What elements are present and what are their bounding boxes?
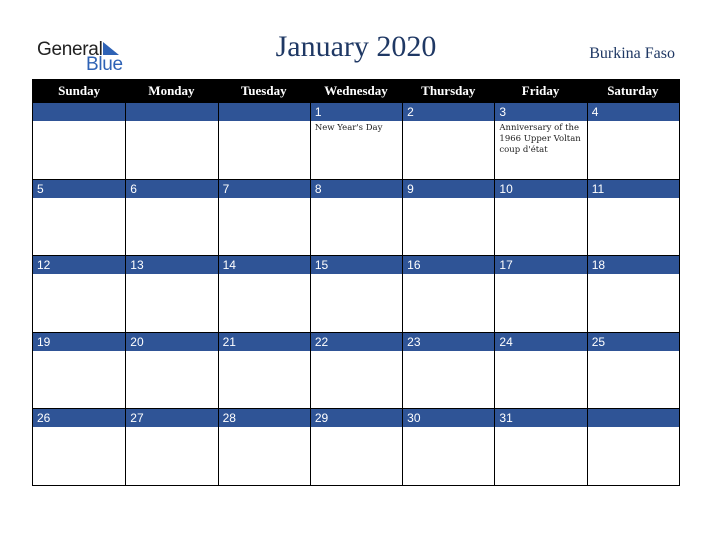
day-number: 12	[33, 256, 125, 274]
day-number: 10	[495, 180, 586, 198]
day-cell[interactable]	[310, 255, 402, 332]
day-cell[interactable]	[310, 332, 402, 409]
day-number: 1	[311, 103, 402, 121]
day-cell[interactable]	[218, 255, 310, 332]
day-number: 13	[126, 256, 217, 274]
day-number: 17	[495, 256, 586, 274]
day-cell[interactable]	[494, 102, 586, 179]
day-number: 27	[126, 409, 217, 427]
day-cell[interactable]	[310, 408, 402, 485]
day-cell[interactable]	[33, 179, 125, 256]
day-of-week-header: Thursday	[402, 80, 494, 102]
day-number: 8	[311, 180, 402, 198]
day-number: 25	[588, 333, 679, 351]
day-cell[interactable]	[587, 179, 679, 256]
day-cell[interactable]	[125, 332, 217, 409]
day-number	[588, 409, 679, 427]
day-number: 29	[311, 409, 402, 427]
day-cell[interactable]	[125, 255, 217, 332]
day-number	[219, 103, 310, 121]
day-cell[interactable]	[494, 179, 586, 256]
day-number: 20	[126, 333, 217, 351]
holiday-event: Anniversary of the 1966 Upper Voltan coup d'état	[499, 123, 581, 155]
day-number: 22	[311, 333, 402, 351]
day-number: 30	[403, 409, 494, 427]
day-cell[interactable]	[587, 332, 679, 409]
day-number	[33, 103, 125, 121]
day-of-week-header: Saturday	[587, 80, 679, 102]
day-cell[interactable]	[33, 332, 125, 409]
day-cell[interactable]	[218, 408, 310, 485]
day-number: 11	[588, 180, 679, 198]
day-number: 9	[403, 180, 494, 198]
day-number: 5	[33, 180, 125, 198]
day-number: 4	[588, 103, 679, 121]
day-number: 24	[495, 333, 586, 351]
day-cell[interactable]	[402, 408, 494, 485]
holiday-event: New Year's Day	[314, 123, 383, 133]
logo-general-text: General	[37, 39, 103, 60]
day-of-week-header: Monday	[125, 80, 217, 102]
day-cell[interactable]	[587, 102, 679, 179]
day-cell[interactable]	[125, 179, 217, 256]
day-cell[interactable]	[402, 102, 494, 179]
day-cell[interactable]	[310, 102, 402, 179]
day-cell[interactable]	[125, 102, 217, 179]
day-cell[interactable]	[494, 408, 586, 485]
day-cell[interactable]	[587, 255, 679, 332]
logo-blue-text: Blue	[86, 54, 123, 75]
day-number: 2	[403, 103, 494, 121]
day-number: 15	[311, 256, 402, 274]
day-number: 6	[126, 180, 217, 198]
day-of-week-header: Wednesday	[310, 80, 402, 102]
day-cell[interactable]	[402, 332, 494, 409]
day-cell[interactable]	[218, 179, 310, 256]
day-number	[126, 103, 217, 121]
day-number: 21	[219, 333, 310, 351]
day-cell[interactable]	[310, 179, 402, 256]
day-of-week-header: Sunday	[33, 80, 125, 102]
day-cell[interactable]	[218, 102, 310, 179]
day-number: 16	[403, 256, 494, 274]
day-of-week-header: Friday	[494, 80, 586, 102]
day-cell[interactable]	[33, 408, 125, 485]
calendar-grid	[32, 79, 680, 486]
day-of-week-header: Tuesday	[218, 80, 310, 102]
day-cell[interactable]	[218, 332, 310, 409]
day-number: 7	[219, 180, 310, 198]
day-number: 19	[33, 333, 125, 351]
country-name: Burkina Faso	[589, 45, 675, 62]
calendar-title: January 2020	[275, 30, 437, 63]
day-number: 31	[495, 409, 586, 427]
day-cell[interactable]	[33, 255, 125, 332]
day-cell[interactable]	[402, 255, 494, 332]
day-cell[interactable]	[587, 408, 679, 485]
day-number: 23	[403, 333, 494, 351]
day-number: 18	[588, 256, 679, 274]
day-cell[interactable]	[494, 255, 586, 332]
day-cell[interactable]	[402, 179, 494, 256]
day-number: 28	[219, 409, 310, 427]
day-number: 14	[219, 256, 310, 274]
day-number: 3	[495, 103, 586, 121]
day-number: 26	[33, 409, 125, 427]
day-cell[interactable]	[33, 102, 125, 179]
day-cell[interactable]	[494, 332, 586, 409]
day-cell[interactable]	[125, 408, 217, 485]
